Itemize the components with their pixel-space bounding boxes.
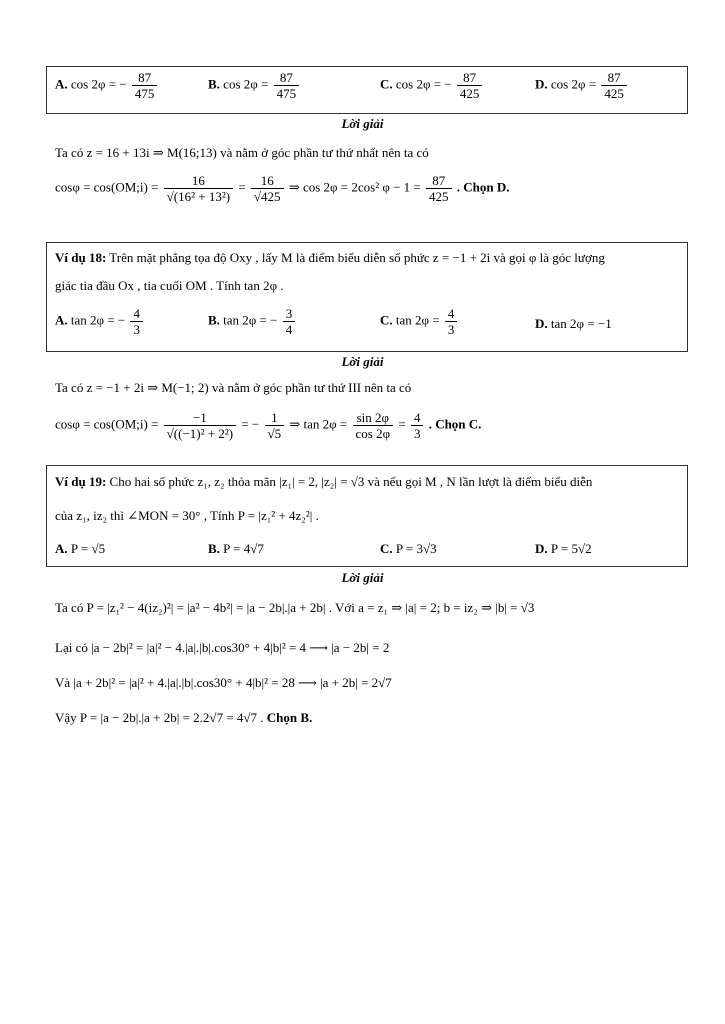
q18-option-c: C. tan 2φ = $\frac{4}{3}$ (380, 306, 459, 337)
q19-solution-line1: Ta có P = |z₁² − 4(iz₂)²| = |a² − 4b²| = |a − 2b|.|a + 2b| . Với a = z₁ ⇒ |a| = 2; b = iz₂ ⇒ |b| = √3 (55, 600, 535, 615)
q19-solution-line3: Và |a + 2b|² = |a|² + 4.|a|.|b|.cos30° + 4|b|² = 28 ⟶ |a + 2b| = 2√7 (55, 675, 392, 690)
q18-solution-line1: Ta có z = −1 + 2i ⇒ M(−1; 2) và nằm ở góc phần tư thứ III nên ta có (55, 380, 412, 395)
q19-option-a: A. P = √5 (55, 541, 106, 556)
q17-option-a: A. cos 2φ = − $\frac{87}{475}$ (55, 70, 159, 101)
q18-option-a: A. tan 2φ = − $\frac{4}{3}$ (55, 306, 145, 337)
q17-solution-heading: Lời giải (341, 116, 384, 131)
q18-option-b: B. tan 2φ = − $\frac{3}{4}$ (208, 306, 297, 337)
q17-option-c: C. cos 2φ = − $\frac{87}{425}$ (380, 70, 484, 101)
q17-solution-line1: Ta có z = 16 + 13i ⇒ M(16;13) và nằm ở góc phần tư thứ nhất nên ta có (55, 145, 429, 160)
q18-option-d: D. tan 2φ = −1 (535, 316, 612, 331)
q17-option-b: B. cos 2φ = $\frac{87}{475}$ (208, 70, 301, 101)
q17-solution-line2: cosφ = cos(OM;i) = $\frac{16}{\text{√(16² + 13²)}}$ = $\frac{16}{√425}$ ⇒ cos 2φ = 2cos² φ − 1 = $\frac{87}{425}$ . Chọn D. (55, 173, 510, 204)
q17-option-d: D. cos 2φ = $\frac{87}{425}$ (535, 70, 629, 101)
q19-option-c: C. P = 3√3 (380, 541, 437, 556)
q18-text-line2: giác tia đầu Ox , tia cuối OM . Tính tan 2φ . (55, 278, 284, 293)
q19-solution-line2: Lại có |a − 2b|² = |a|² − 4.|a|.|b|.cos30° + 4|b|² = 4 ⟶ |a − 2b| = 2 (55, 640, 390, 655)
q19-option-b: B. P = 4√7 (208, 541, 264, 556)
q19-solution-heading: Lời giải (341, 570, 384, 585)
q18-solution-line2: cosφ = cos(OM;i) = $\frac{-1}{\text{√((−1)² + 2²)}}$ = − $\frac{1}{√5}$ ⇒ tan 2φ = $\frac{\sin 2\varphi}{\cos 2\varphi}$ = $\frac{4}{3}$ . Chọn C. (55, 410, 482, 441)
q19-text-line1: Ví dụ 19: Cho hai số phức z₁, z₂ thỏa mãn |z₁| = 2, |z₂| = √3 và nếu gọi M , N lần lượt là điểm biểu diễn (55, 474, 593, 489)
q19-solution-line4: Vậy P = |a − 2b|.|a + 2b| = 2.2√7 = 4√7 . Chọn B. (55, 710, 313, 725)
q19-text-line2: của z₁, iz₂ thì ∠MON = 30° , Tính P = |z₁² + 4z₂²| . (55, 508, 319, 523)
q18-text-line1: Ví dụ 18: Trên mặt phẳng tọa độ Oxy , lấy M là điểm biểu diễn số phức z = −1 + 2i và gọi φ là góc lượng (55, 250, 605, 265)
q19-option-d: D. P = 5√2 (535, 541, 592, 556)
q18-solution-heading: Lời giải (341, 354, 384, 369)
